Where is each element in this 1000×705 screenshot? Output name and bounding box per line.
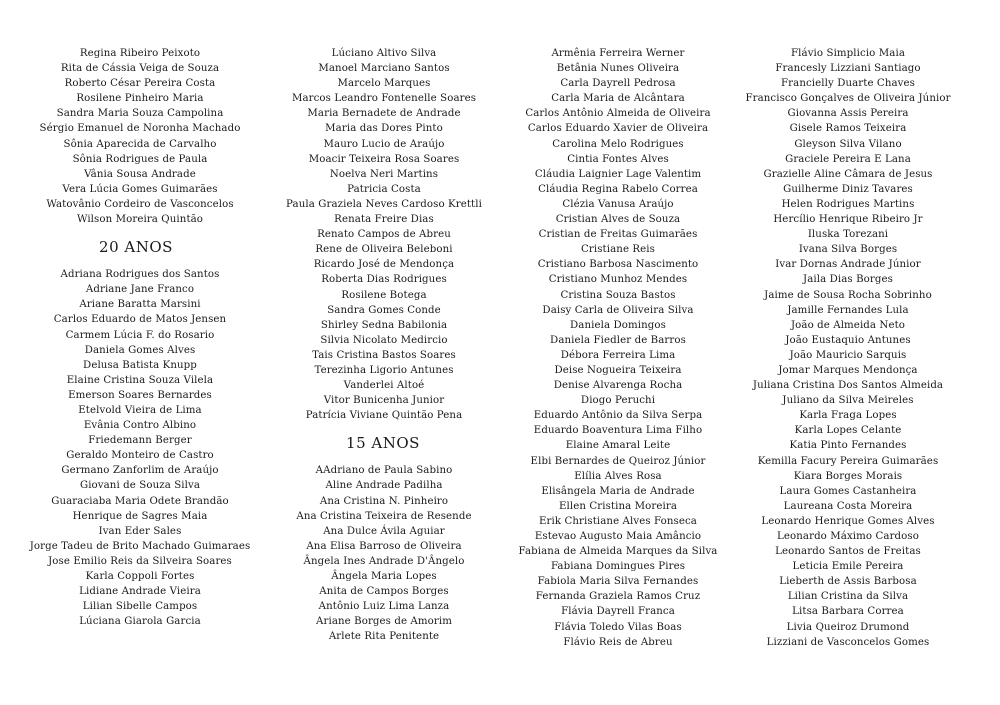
honoree-name: Vera Lúcia Gomes Guimarães (62, 183, 218, 195)
honoree-name: Maria Bernadete de Andrade (307, 108, 461, 120)
honoree-name: Arlete Rita Penitente (328, 631, 440, 643)
honoree-name: Rosilene Botega (341, 289, 427, 301)
honoree-name: Lizziani de Vasconcelos Gomes (766, 636, 930, 648)
honoree-name: Giovani de Souza Silva (79, 480, 201, 492)
honoree-name: Jorge Tadeu de Brito Machado Guimaraes (29, 540, 251, 552)
honoree-name: Cristian Alves de Souza (555, 214, 681, 226)
honoree-name: Silvia Nicolato Medircio (320, 334, 448, 346)
honoree-name: Jose Emilio Reis da Silveira Soares (48, 555, 232, 567)
honoree-name: Renato Campos de Abreu (317, 229, 451, 241)
honoree-name: Etelvold Vieira de Lima (78, 404, 202, 416)
honoree-name: Ângela Maria Lopes (331, 571, 437, 582)
honoree-name: Francesly Lizziani Santiago (775, 63, 921, 75)
honoree-name: Erik Christiane Alves Fonseca (539, 515, 697, 527)
honoree-name: Guaraciaba Maria Odete Brandão (51, 495, 229, 507)
honoree-name: Lidiane Andrade Vieira (79, 586, 201, 598)
honoree-name: Ana Dulce Ávila Aguiar (323, 525, 445, 537)
honoree-name: Leticia Emile Pereira (792, 561, 904, 573)
honoree-name: Wilson Moreira Quintão (76, 214, 204, 226)
honoree-name: Flávia Dayrell Franca (561, 606, 675, 618)
honoree-name: Roberto César Pereira Costa (64, 78, 216, 90)
honoree-name: Ellen Cristina Moreira (558, 500, 678, 512)
column-1 (20, 46, 260, 629)
honoree-name: Elisângela Maria de Andrade (541, 485, 695, 497)
honoree-name: Ivan Eder Sales (98, 525, 182, 537)
honoree-name: Jaila Dias Borges (803, 274, 893, 286)
honoree-name: Iluska Torezani (807, 229, 889, 241)
honoree-name: Rosilene Pinheiro Maria (76, 93, 204, 105)
column-2 (264, 46, 504, 644)
honoree-name: João Mauricio Sarquis (789, 349, 907, 361)
honoree-name: Betânia Nunes Oliveira (556, 63, 680, 75)
honoree-name: João de Almeida Neto (790, 319, 906, 331)
honoree-name: Karla Coppoli Fortes (85, 571, 195, 582)
honoree-name: Tais Cristina Bastos Soares (312, 349, 456, 361)
honoree-name: Ivana Silva Borges (798, 244, 898, 256)
honoree-name: Lilian Cristina da Silva (787, 591, 909, 603)
honoree-name: Jomar Marques Mendonça (778, 364, 918, 376)
honoree-name: Paula Graziela Neves Cardoso Krettli (286, 198, 482, 210)
honoree-name: Marcos Leandro Fontenelle Soares (291, 93, 477, 105)
honoree-name: Litsa Barbara Correa (792, 606, 904, 618)
honoree-name: Leonardo Máximo Cardoso (777, 531, 919, 542)
honoree-name: Maria das Dores Pinto (325, 123, 443, 135)
honoree-name: Aline Andrade Padilha (325, 480, 443, 492)
honoree-name: Terezinha Ligorio Antunes (314, 364, 454, 376)
column-4 (728, 46, 968, 650)
honoree-name: Patrícia Viviane Quintão Pena (305, 410, 463, 422)
honoree-name: Karla Fraga Lopes (799, 410, 897, 422)
column-3 (498, 46, 738, 650)
honoree-name: Friedemann Berger (88, 435, 192, 447)
honoree-name: Carmem Lúcia F. do Rosario (65, 329, 215, 341)
honoree-name: Diogo Peruchi (580, 395, 656, 407)
honoree-name: Manoel Marciano Santos (318, 63, 450, 75)
honoree-name: Karla Lopes Celante (794, 425, 902, 437)
honoree-name: Cristiano Barbosa Nascimento (537, 259, 699, 271)
honoree-name: Henrique de Sagres Maia (72, 510, 208, 522)
honoree-name: Sandra Gomes Conde (327, 304, 441, 316)
honoree-name: Guilherme Diniz Tavares (783, 183, 913, 195)
honoree-name: Emerson Soares Bernardes (68, 389, 212, 401)
honoree-name: Vanderlei Altoé (343, 380, 425, 392)
honoree-name: Daniela Fiedler de Barros (550, 334, 686, 346)
honoree-name: Mauro Lucio de Araújo (323, 138, 445, 150)
honoree-name: Ariane Borges de Amorim (316, 616, 452, 628)
honoree-name: Francisco Gonçalves de Oliveira Júnior (745, 93, 951, 105)
honoree-name: Lieberth de Assis Barbosa (779, 576, 917, 588)
honoree-name: Lilian Sibelle Campos (82, 601, 198, 613)
honoree-name: Leonardo Santos de Freitas (775, 546, 921, 558)
honoree-name: Laura Gomes Castanheira (779, 485, 917, 497)
honoree-name: Vitor Bunicenha Junior (323, 395, 445, 407)
honoree-name: Cristiano Munhoz Mendes (548, 274, 688, 286)
honoree-name: Marcelo Marques (337, 78, 431, 90)
honoree-name: Daniela Gomes Alves (84, 344, 196, 356)
honoree-name: Jamille Fernandes Lula (787, 304, 909, 316)
honoree-name: Katia Pinto Fernandes (789, 440, 907, 452)
honoree-name: Carla Maria de Alcântara (551, 93, 685, 105)
honoree-name: Shirley Sedna Babilonia (320, 319, 448, 331)
honoree-name: Roberta Dias Rodrigues (321, 274, 447, 286)
honoree-name: Daniela Domingos (570, 319, 666, 331)
honoree-name: Ivar Dornas Andrade Júnior (775, 259, 921, 271)
honoree-name: Fabiana de Almeida Marques da Silva (518, 546, 718, 558)
honoree-name: Carla Dayrell Pedrosa (560, 78, 676, 90)
honoree-name: Patricia Costa (347, 183, 421, 195)
honoree-name: Flávia Toledo Vilas Boas (554, 621, 682, 633)
honoree-name: Anita de Campos Borges (319, 586, 449, 598)
honoree-name: Fabiana Domingues Pires (550, 561, 686, 573)
honoree-name: Graciele Pereira E Lana (785, 153, 911, 165)
honoree-name: Kiara Borges Morais (793, 470, 903, 482)
honoree-name: Giovanna Assis Pereira (787, 108, 909, 120)
section-heading: 20 ANOS (99, 238, 173, 257)
honoree-name: Lúciana Giarola Garcia (79, 616, 201, 628)
honoree-name: Hercílio Henrique Ribeiro Jr (773, 214, 923, 226)
honoree-name: Elbi Bernardes de Queiroz Júnior (530, 455, 706, 467)
honoree-name: Juliana Cristina Dos Santos Almeida (752, 380, 944, 392)
honoree-name: Juliano da Silva Meireles (782, 395, 914, 407)
honoree-name: Sônia Aparecida de Carvalho (63, 138, 217, 150)
honoree-name: Elaine Cristina Souza Vilela (66, 374, 214, 386)
honoree-name: Sandra Maria Souza Campolina (56, 108, 224, 120)
honoree-name: Rene de Oliveira Beleboni (315, 244, 453, 256)
honoree-name: Grazielle Aline Câmara de Jesus (763, 168, 933, 180)
honoree-name: Cristina Souza Bastos (560, 289, 676, 301)
honoree-name: João Eustaquio Antunes (785, 334, 911, 346)
honoree-name: Débora Ferreira Lima (560, 349, 676, 361)
honoree-name: Armênia Ferreira Werner (551, 48, 685, 59)
honoree-name: Germano Zanforlim de Araújo (61, 465, 219, 477)
honoree-name: Adriane Jane Franco (85, 284, 195, 296)
honoree-name: Estevao Augusto Maia Amâncio (534, 531, 702, 542)
honoree-name: Ricardo José de Mendonça (313, 259, 455, 271)
honoree-name: Leonardo Henrique Gomes Alves (761, 515, 935, 527)
honoree-name: Cintia Fontes Alves (567, 153, 669, 165)
honoree-name: Sônia Rodrigues de Paula (72, 153, 208, 165)
honoree-name: Antônio Luiz Lima Lanza (318, 601, 450, 613)
honoree-name: Francielly Duarte Chaves (781, 78, 915, 90)
honoree-name: Rita de Cássia Veiga de Souza (60, 63, 220, 75)
honoree-name: Fabiola Maria Silva Fernandes (537, 576, 699, 588)
honoree-name: Cláudia Regina Rabelo Correa (538, 183, 698, 195)
honoree-name: Cristian de Freitas Guimarães (538, 229, 698, 241)
honoree-name: Carlos Eduardo Xavier de Oliveira (527, 123, 709, 135)
honoree-name: Denise Alvarenga Rocha (553, 380, 683, 392)
honoree-name: Gisele Ramos Teixeira (789, 123, 907, 135)
honoree-name: Lúciano Altivo Silva (331, 48, 437, 59)
honoree-name: Daisy Carla de Oliveira Silva (542, 304, 694, 316)
honoree-name: Laureana Costa Moreira (783, 500, 913, 512)
honoree-name: Noelva Neri Martins (329, 168, 439, 180)
honoree-name: Elaine Amaral Leite (565, 440, 671, 452)
honoree-name: Kemilla Facury Pereira Guimarães (757, 455, 939, 467)
honoree-name: Ana Cristina N. Pinheiro (319, 495, 449, 507)
honoree-name: Geraldo Monteiro de Castro (66, 450, 214, 462)
honoree-name: AAdriano de Paula Sabino (315, 465, 453, 477)
honoree-name: Fernanda Graziela Ramos Cruz (535, 591, 701, 603)
honoree-name: Renata Freire Dias (334, 214, 434, 226)
honoree-name: Elília Alves Rosa (574, 470, 662, 482)
honoree-name: Gleyson Silva Vilano (794, 138, 902, 150)
honoree-name: Ariane Baratta Marsini (79, 299, 201, 311)
honoree-name: Evânia Contro Albino (83, 420, 197, 432)
honoree-name: Eduardo Antônio da Silva Serpa (533, 410, 703, 422)
honoree-name: Ângela Ines Andrade D'Ângelo (303, 555, 465, 567)
honoree-name: Flávio Simplicio Maia (791, 48, 905, 59)
honoree-name: Regina Ribeiro Peixoto (79, 48, 201, 59)
honoree-name: Ana Elisa Barroso de Oliveira (306, 540, 462, 552)
honoree-name: Helen Rodrigues Martins (781, 198, 915, 210)
honoree-name: Carlos Antônio Almeida de Oliveira (525, 108, 711, 120)
honoree-name: Watovânio Cordeiro de Vasconcelos (46, 198, 234, 210)
honoree-name: Flávio Reis de Abreu (563, 636, 673, 648)
honoree-name: Jaime de Sousa Rocha Sobrinho (764, 289, 932, 301)
honoree-name: Delusa Batista Knupp (83, 359, 197, 371)
honoree-name: Eduardo Boaventura Lima Filho (533, 425, 703, 437)
honoree-name: Cláudia Laignier Lage Valentim (534, 168, 702, 180)
honoree-name: Carolina Melo Rodrigues (552, 138, 684, 150)
honoree-name: Ana Cristina Teixeira de Resende (296, 510, 472, 522)
honoree-name: Adriana Rodrigues dos Santos (60, 269, 220, 281)
honoree-name: Carlos Eduardo de Matos Jensen (53, 314, 227, 326)
honoree-name: Deise Nogueira Teixeira (554, 364, 682, 376)
honoree-name: Moacir Teixeira Rosa Soares (308, 153, 460, 165)
honoree-name: Clézia Vanusa Araújo (562, 198, 674, 210)
honoree-name: Vânia Sousa Andrade (84, 168, 196, 180)
section-heading: 15 ANOS (346, 434, 420, 453)
honoree-name: Livia Queiroz Drumond (786, 621, 910, 633)
honoree-name: Cristiane Reis (581, 244, 655, 256)
honoree-name: Sérgio Emanuel de Noronha Machado (39, 123, 241, 135)
